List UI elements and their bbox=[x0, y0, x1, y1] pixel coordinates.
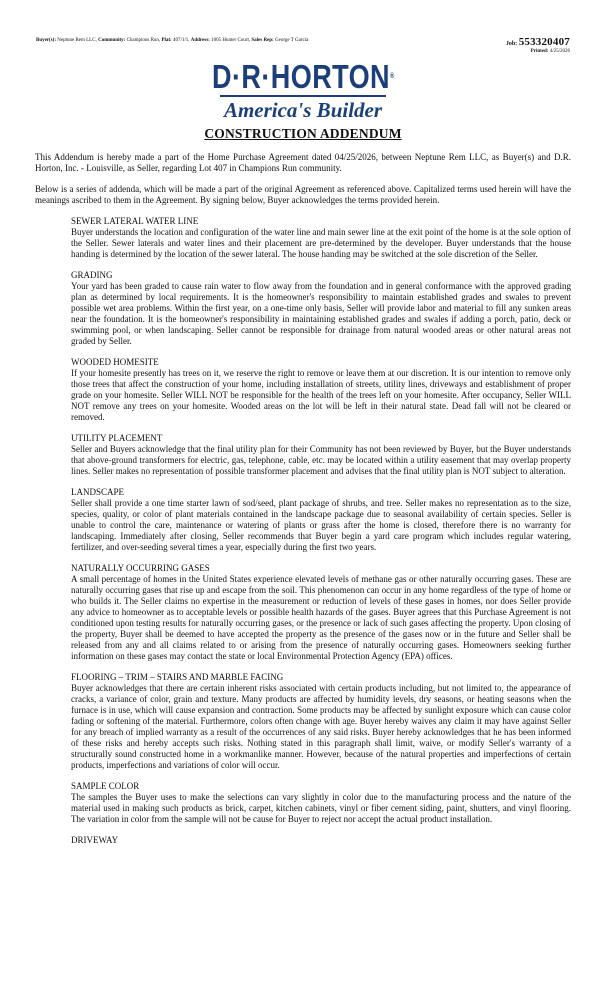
job-label: Job: bbox=[505, 41, 518, 47]
section-body: If your homesite presently has trees on it, we reserve the right to remove or leave them at our discretion. It is our intention to remove only those trees that affect the construction of your home, including installation of streets, utility lines, driveways and establishment of proper grade on your homesite. Seller WILL NOT be responsible for the health of the trees left on your homesite. After occupancy, Seller WILL NOT remove any trees on your homesite. Wooded areas on the lot will be left in their natural state. Dead fall will not be cleared or removed. bbox=[71, 368, 571, 422]
printed-label: Printed: bbox=[530, 49, 549, 54]
section-body: Seller and Buyers acknowledge that the final utility plan for their Community has not been reviewed by Buyer, but the Buyer understands that above-ground transformers for electric, gas, telephone, cable, etc. may be located within a utility easement that may overlap property lines. Seller makes no representation of possible transformer placement and advises that the final utility plan is NOT subject to alteration. bbox=[71, 444, 571, 476]
buyer-value: Neptune Rem LLC, bbox=[57, 38, 97, 43]
address-label: Address: bbox=[190, 38, 210, 43]
section-body: Buyer acknowledges that there are certain inherent risks associated with certain products including, but not limited to, the appearance of cracks, a variance of color, grain and texture. Many products are affected by humidity levels, dry seasons, or heating seasons when the furnace is in use, which will cause expansion and contraction. Some products may be affected by sunlight exposure which can cause color fading or softening of the material. Furthermore, colors often change with age. Buyer hereby waives any claim it may have against Seller for any breach of implied warranty as a result of the occurrences of any said risks. Buyer hereby acknowledges that he has been informed of these risks and hereby accepts such risks. Nothing stated in this paragraph shall limit, waive, or modify Seller's warranty of a structurally sound constructed home in a workmanlike manner. However, because of the natural properties and imperfections of certain products, imperfections and variations of color will occur. bbox=[71, 683, 571, 770]
document-body bbox=[35, 152, 571, 856]
job-info bbox=[506, 36, 570, 54]
plat-value: 407/1/1, bbox=[172, 38, 190, 43]
section-grading bbox=[71, 270, 571, 347]
section-sample-color bbox=[71, 781, 571, 825]
logo-name: D·R·HORTON bbox=[211, 58, 390, 95]
company-logo bbox=[0, 60, 606, 122]
section-landscape bbox=[71, 487, 571, 553]
section-heading: NATURALLY OCCURRING GASES bbox=[71, 563, 210, 573]
document-title: CONSTRUCTION ADDENDUM bbox=[204, 126, 402, 141]
section-heading: UTILITY PLACEMENT bbox=[71, 433, 163, 443]
section-utility-placement bbox=[71, 433, 571, 477]
section-driveway bbox=[71, 835, 571, 846]
section-wooded-homesite bbox=[71, 357, 571, 423]
section-heading: FLOORING – TRIM – STAIRS AND MARBLE FACING bbox=[71, 672, 284, 682]
section-heading: DRIVEWAY bbox=[71, 835, 119, 845]
logo-rule bbox=[220, 95, 386, 97]
section-body: Your yard has been graded to cause rain water to flow away from the foundation and in general conformance with the approved grading plan as determined by local requirements. It is the homeowner's responsibility to maintain established grades and swales to prevent possible wet area problems. Within the first year, on a one-time only basis, Seller will provide labor and material to fill any sunken areas near the foundation. It is the homeowner's responsibility in maintaining established grades and swales if adding a porch, patio, deck or swimming pool, or when landscaping. Seller cannot be responsible for drainage from natural wooded areas or other natural areas not graded by Seller. bbox=[71, 281, 571, 346]
section-heading: SEWER LATERAL WATER LINE bbox=[71, 216, 199, 226]
address-value: 1005 Hunter Court, bbox=[211, 38, 251, 43]
buyer-label: Buyer(s): bbox=[36, 38, 56, 43]
community-value: Champions Run, bbox=[126, 38, 161, 43]
section-body: Seller shall provide a one time starter lawn of sod/seed, plant package of shrubs, and tree. Seller makes no representation as to the size, species, quality, or color of plant materials contained in the landscape package due to seasonal availability of certain species. Seller is unable to control the care, maintenance or watering of plants or grass after the home is closed, therefore there is no warranty for landscaping. Immediately after closing, Seller recommends that Buyer begin a yard care program which includes regular watering, fertilizer, and over-seeding several times a year, especially during the first two years. bbox=[71, 498, 571, 552]
section-body: The samples the Buyer uses to make the selections can vary slightly in color due to the manufacturing process and the nature of the material used in making such products as brick, carpet, kitchen cabinets, vinyl or fiber cement siding, paint, shutters, and vinyl flooring. The variation in color from the sample will not be cause for Buyer to reject nor accept the actual product installation. bbox=[71, 792, 571, 824]
section-body: A small percentage of homes in the United States experience elevated levels of methane gas or other naturally occurring gases. These are naturally occurring gases that rise up and escape from the soil. This phenomenon can occur in any home regardless of the type of home or who builds it. The Seller claims no expertise in the measurement or reduction of levels of these gases in homes, nor does Seller provide any advice to homeowner as to acceptable levels or possible health hazards of the gases. Buyer agrees that this Purchase Agreement is not conditioned upon testing results for naturally occurring gases, or the presence or lack of such gases affecting the property. Upon closing of the property, Buyer shall be deemed to have accepted the property as the presence of the gases now or in the future and Seller shall be released from any and all claims related to or arising from the presence of naturally occurring gases. Homeowners seeking further information on these gases may contact the state or local Environmental Protection Agency (EPA) offices. bbox=[71, 574, 571, 661]
registered-mark: ® bbox=[389, 73, 395, 80]
section-heading: SAMPLE COLOR bbox=[71, 781, 140, 791]
document-header-info bbox=[36, 38, 570, 43]
printed-date: 4/25/2026 bbox=[549, 49, 570, 54]
community-label: Community: bbox=[98, 38, 126, 43]
section-naturally-occurring-gases bbox=[71, 563, 571, 662]
section-heading: LANDSCAPE bbox=[71, 487, 125, 497]
plat-label: Plat: bbox=[161, 38, 172, 43]
addenda-sections bbox=[35, 216, 571, 846]
intro-paragraph: Below is a series of addenda, which will be made a part of the original Agreement as referenced above. Capitalized terms used herein will have the meanings ascribed to them in the Agreement. By signing below, Buyer acknowledges the terms provided herein. bbox=[35, 184, 571, 205]
section-heading: WOODED HOMESITE bbox=[71, 357, 159, 367]
intro-paragraph: This Addendum is hereby made a part of the Home Purchase Agreement dated 04/25/2026, between Neptune Rem LLC, as Buyer(s) and D.R. Horton, Inc. - Louisville, as Seller, regarding Lot 407 in Champions Run community. bbox=[35, 152, 571, 173]
section-sewer-lateral bbox=[71, 216, 571, 260]
logo-wordmark bbox=[212, 60, 395, 94]
section-heading: GRADING bbox=[71, 270, 113, 280]
job-number: 553320407 bbox=[518, 36, 570, 48]
logo-tagline: America's Builder bbox=[223, 98, 383, 122]
sales-rep-label: Sales Rep: bbox=[251, 38, 274, 43]
section-flooring-trim bbox=[71, 672, 571, 771]
section-body: Buyer understands the location and configuration of the water line and main sewer line at the exit point of the home is at the sole option of the Seller. Sewer laterals and water lines and their placement are pre-determined by the developer. Buyer understands that the house handing is determined by the location of the sewer lateral. The house handing may be switched at the sole discretion of the Seller. bbox=[71, 227, 571, 259]
sales-rep-value: George T Garcia bbox=[274, 38, 309, 43]
